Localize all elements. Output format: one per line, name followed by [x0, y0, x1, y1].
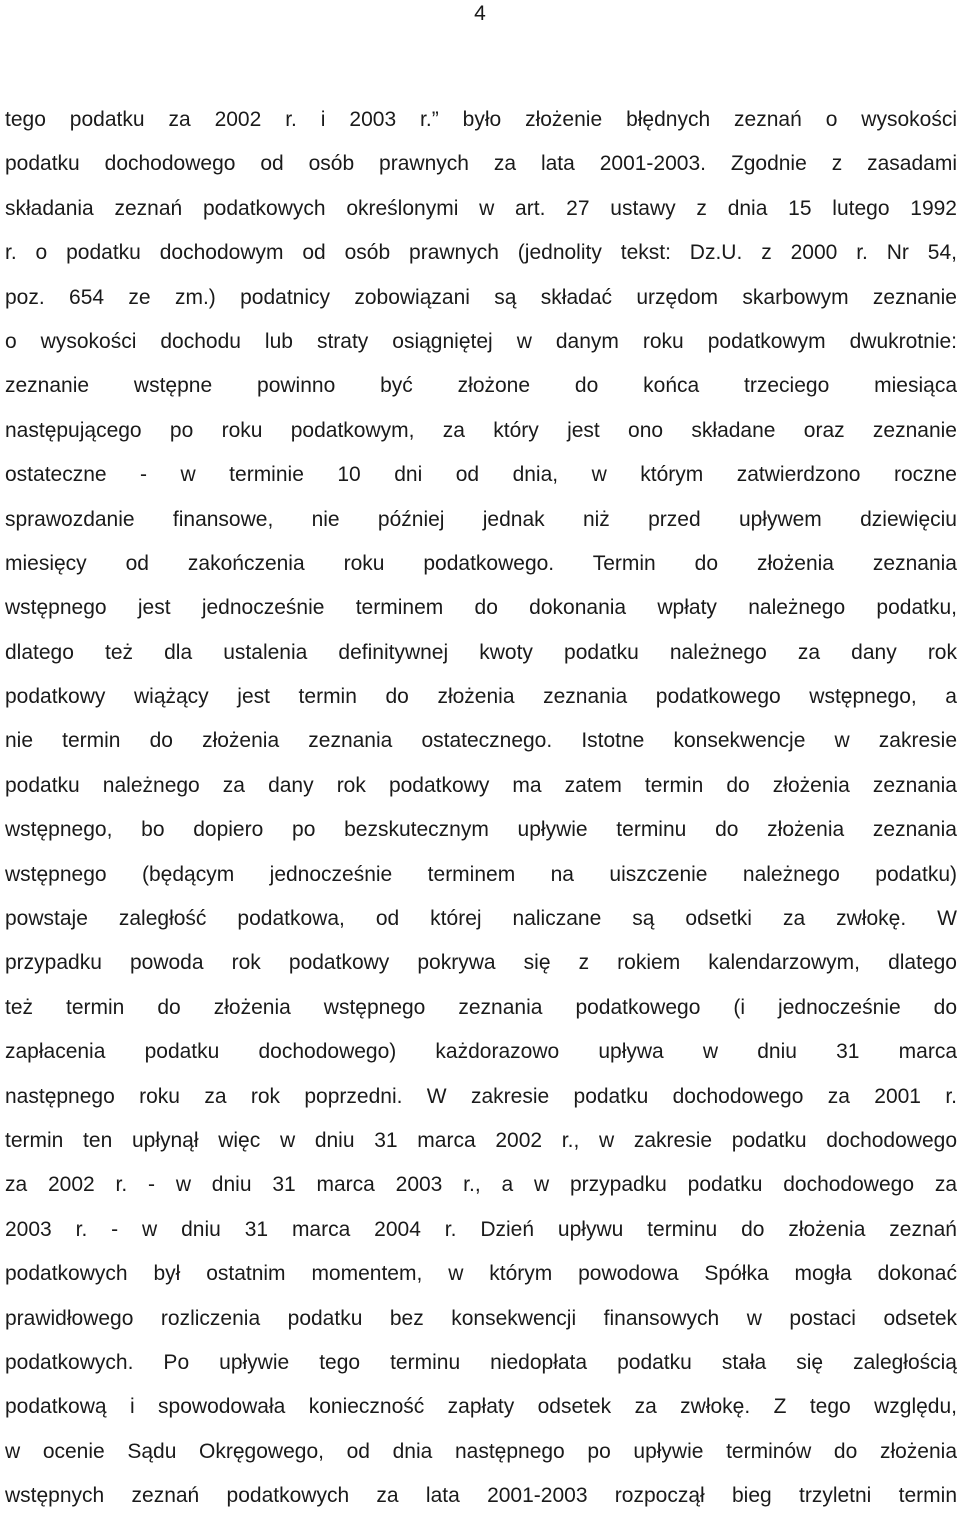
- text-line: tego podatku za 2002 r. i 2003 r.” było złożenie błędnych zeznań o wysokości: [5, 108, 957, 131]
- text-line: wstępnego (będącym jednocześnie terminem na uiszczenie należnego podatku): [5, 862, 957, 886]
- text-line: podatkowy wiążący jest termin do złożenia zeznania podatkowego wstępnego, a: [5, 685, 957, 709]
- text-line: 2003 r. - w dniu 31 marca 2004 r. Dzień upływu terminu do złożenia zeznań: [5, 1217, 957, 1241]
- text-line: wstępnych zeznań podatkowych za lata 2001-2003 rozpoczął bieg trzyletni termin: [5, 1484, 957, 1508]
- text-line: następującego po roku podatkowym, za który jest ono składane oraz zeznanie: [5, 418, 957, 442]
- text-line: o wysokości dochodu lub straty osiągniętej w danym roku podatkowym dwukrotnie:: [5, 329, 957, 353]
- text-line: wstępnego, bo dopiero po bezskutecznym upływie terminu do złożenia zeznania: [5, 818, 957, 842]
- text-line: sprawozdanie finansowe, nie później jednak niż przed upływem dziewięciu: [5, 507, 957, 531]
- text-line: też termin do złożenia wstępnego zeznania podatkowego (i jednocześnie do: [5, 995, 957, 1019]
- text-line: za 2002 r. - w dniu 31 marca 2003 r., a w przypadku podatku dochodowego za: [5, 1173, 957, 1197]
- text-line: r. o podatku dochodowym od osób prawnych (jednolity tekst: Dz.U. z 2000 r. Nr 54,: [5, 241, 957, 265]
- text-line: podatku należnego za dany rok podatkowy ma zatem termin do złożenia zeznania: [5, 773, 957, 797]
- text-line: zeznanie wstępne powinno być złożone do końca trzeciego miesiąca: [5, 374, 957, 398]
- body-text: [5, 98, 957, 1519]
- text-line: poz. 654 ze zm.) podatnicy zobowiązani są składać urzędom skarbowym zeznanie: [5, 285, 957, 309]
- text-line: miesięcy od zakończenia roku podatkowego. Termin do złożenia zeznania: [5, 551, 957, 575]
- text-line: podatkowych. Po upływie tego terminu niedopłata podatku stała się zaległością: [5, 1350, 957, 1374]
- page-number: 4: [474, 2, 486, 25]
- text-line: następnego roku za rok poprzedni. W zakresie podatku dochodowego za 2001 r.: [5, 1084, 957, 1108]
- text-line: podatkową i spowodowała konieczność zapłaty odsetek za zwłokę. Z tego względu,: [5, 1395, 957, 1419]
- text-line: wstępnego jest jednocześnie terminem do dokonania wpłaty należnego podatku,: [5, 596, 957, 620]
- text-line: przypadku powoda rok podatkowy pokrywa się z rokiem kalendarzowym, dlatego: [5, 951, 957, 975]
- text-line: ostateczne - w terminie 10 dni od dnia, w którym zatwierdzono roczne: [5, 463, 957, 487]
- text-line: nie termin do złożenia zeznania ostatecznego. Istotne konsekwencje w zakresie: [5, 729, 957, 753]
- text-line: dlatego też dla ustalenia definitywnej kwoty podatku należnego za dany rok: [5, 640, 957, 664]
- text-line: termin ten upłynął więc w dniu 31 marca 2002 r., w zakresie podatku dochodowego: [5, 1128, 957, 1152]
- text-line: w ocenie Sądu Okręgowego, od dnia następnego po upływie terminów do złożenia: [5, 1439, 957, 1463]
- text-line: zapłacenia podatku dochodowego) każdorazowo upływa w dniu 31 marca: [5, 1040, 957, 1064]
- text-line: podatkowych był ostatnim momentem, w którym powodowa Spółka mogła dokonać: [5, 1262, 957, 1286]
- text-line: podatku dochodowego od osób prawnych za lata 2001-2003. Zgodnie z zasadami: [5, 152, 957, 176]
- text-line: powstaje zaległość podatkowa, od której naliczane są odsetki za zwłokę. W: [5, 907, 957, 931]
- text-line: składania zeznań podatkowych określonymi w art. 27 ustawy z dnia 15 lutego 1992: [5, 196, 957, 220]
- text-line: prawidłowego rozliczenia podatku bez konsekwencji finansowych w postaci odsetek: [5, 1306, 957, 1330]
